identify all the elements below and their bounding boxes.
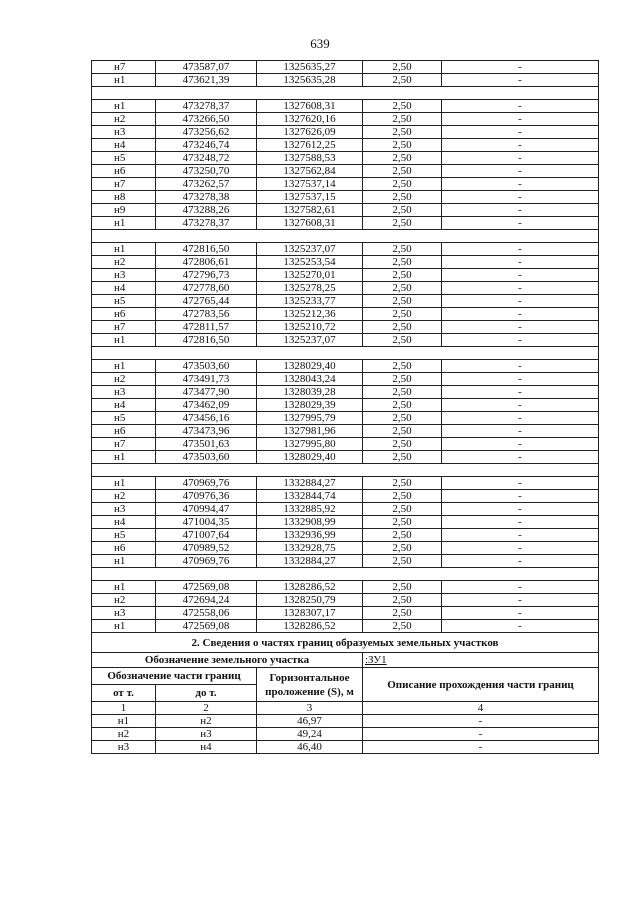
plot-label: Обозначение земельного участка [92, 653, 363, 668]
point-label: н4 [92, 139, 156, 152]
section-title: 2. Сведения о частях границ образуемых земельных участков [92, 633, 599, 653]
coordinate-row [92, 282, 599, 295]
coordinate-row [92, 139, 599, 152]
coordinate-row [92, 126, 599, 139]
y-coordinate: 1327608,31 [257, 100, 363, 113]
coordinate-row [92, 243, 599, 256]
point-label: н3 [92, 126, 156, 139]
point-label: н3 [92, 503, 156, 516]
y-coordinate: 1325210,72 [257, 321, 363, 334]
description-value: - [442, 490, 599, 503]
precision-value: 2,50 [363, 542, 442, 555]
x-coordinate: 473473,96 [156, 425, 257, 438]
x-coordinate: 473266,50 [156, 113, 257, 126]
precision-value: 2,50 [363, 165, 442, 178]
y-coordinate: 1327537,15 [257, 191, 363, 204]
precision-value: 2,50 [363, 581, 442, 594]
coordinate-row [92, 607, 599, 620]
point-label: н4 [92, 399, 156, 412]
plot-row [92, 653, 599, 668]
description-value: - [442, 126, 599, 139]
description-value: - [442, 321, 599, 334]
description-value: - [442, 386, 599, 399]
column-number: 2 [156, 702, 257, 715]
distance-value: 46,40 [257, 741, 363, 754]
point-label: н7 [92, 321, 156, 334]
precision-value: 2,50 [363, 308, 442, 321]
part-row [92, 715, 599, 728]
y-coordinate: 1328286,52 [257, 620, 363, 633]
x-coordinate: 473456,16 [156, 412, 257, 425]
y-coordinate: 1327620,16 [257, 113, 363, 126]
coordinate-row [92, 191, 599, 204]
y-coordinate: 1327562,84 [257, 165, 363, 178]
description-value: - [442, 607, 599, 620]
spacer-cell [92, 464, 599, 477]
coordinate-row [92, 412, 599, 425]
description-value: - [442, 438, 599, 451]
precision-value: 2,50 [363, 477, 442, 490]
part-row [92, 741, 599, 754]
spacer-row [92, 464, 599, 477]
precision-value: 2,50 [363, 386, 442, 399]
spacer-row [92, 568, 599, 581]
x-coordinate: 472811,57 [156, 321, 257, 334]
from-point: н3 [92, 741, 156, 754]
point-label: н3 [92, 386, 156, 399]
description-value: - [442, 503, 599, 516]
part-row [92, 728, 599, 741]
column-number: 3 [257, 702, 363, 715]
x-coordinate: 473248,72 [156, 152, 257, 165]
coordinate-row [92, 165, 599, 178]
description-value: - [442, 555, 599, 568]
distance-value: 49,24 [257, 728, 363, 741]
x-coordinate: 473462,09 [156, 399, 257, 412]
coordinate-row [92, 425, 599, 438]
y-coordinate: 1332908,99 [257, 516, 363, 529]
precision-value: 2,50 [363, 243, 442, 256]
point-label: н6 [92, 542, 156, 555]
x-coordinate: 471007,64 [156, 529, 257, 542]
precision-value: 2,50 [363, 529, 442, 542]
precision-value: 2,50 [363, 217, 442, 230]
y-coordinate: 1328029,39 [257, 399, 363, 412]
part-description: - [363, 741, 599, 754]
y-coordinate: 1325233,77 [257, 295, 363, 308]
coordinate-row [92, 438, 599, 451]
y-coordinate: 1327582,61 [257, 204, 363, 217]
x-coordinate: 473503,60 [156, 360, 257, 373]
description-value: - [442, 308, 599, 321]
y-coordinate: 1328039,28 [257, 386, 363, 399]
y-coordinate: 1327995,80 [257, 438, 363, 451]
y-coordinate: 1325212,36 [257, 308, 363, 321]
precision-value: 2,50 [363, 451, 442, 464]
point-label: н3 [92, 269, 156, 282]
coordinate-row [92, 477, 599, 490]
y-coordinate: 1328250,79 [257, 594, 363, 607]
point-label: н7 [92, 178, 156, 191]
x-coordinate: 473501,63 [156, 438, 257, 451]
coordinate-row [92, 516, 599, 529]
coordinate-row [92, 555, 599, 568]
coordinate-row [92, 594, 599, 607]
x-coordinate: 471004,35 [156, 516, 257, 529]
coordinates-table [91, 60, 599, 754]
x-coordinate: 473503,60 [156, 451, 257, 464]
point-label: н5 [92, 412, 156, 425]
precision-value: 2,50 [363, 438, 442, 451]
description-value: - [442, 61, 599, 74]
spacer-cell [92, 347, 599, 360]
x-coordinate: 470969,76 [156, 477, 257, 490]
x-coordinate: 472569,08 [156, 581, 257, 594]
point-label: н1 [92, 555, 156, 568]
description-value: - [442, 256, 599, 269]
x-coordinate: 472765,44 [156, 295, 257, 308]
point-label: н1 [92, 477, 156, 490]
description-value: - [442, 100, 599, 113]
y-coordinate: 1327612,25 [257, 139, 363, 152]
x-coordinate: 473256,62 [156, 126, 257, 139]
precision-value: 2,50 [363, 152, 442, 165]
description-value: - [442, 334, 599, 347]
x-coordinate: 470969,76 [156, 555, 257, 568]
description-value: - [442, 217, 599, 230]
coordinate-row [92, 100, 599, 113]
spacer-row [92, 87, 599, 100]
point-label: н1 [92, 100, 156, 113]
y-coordinate: 1328043,24 [257, 373, 363, 386]
y-coordinate: 1325635,27 [257, 61, 363, 74]
coordinate-row [92, 451, 599, 464]
coordinate-row [92, 542, 599, 555]
coordinate-row [92, 152, 599, 165]
point-label: н4 [92, 282, 156, 295]
to-label: до т. [156, 685, 257, 702]
precision-value: 2,50 [363, 360, 442, 373]
description-value: - [442, 74, 599, 87]
precision-value: 2,50 [363, 594, 442, 607]
precision-value: 2,50 [363, 139, 442, 152]
part-description: - [363, 715, 599, 728]
spacer-row [92, 347, 599, 360]
precision-value: 2,50 [363, 256, 442, 269]
from-label: от т. [92, 685, 156, 702]
y-coordinate: 1327588,53 [257, 152, 363, 165]
coordinate-row [92, 256, 599, 269]
precision-value: 2,50 [363, 295, 442, 308]
point-label: н2 [92, 113, 156, 126]
precision-value: 2,50 [363, 113, 442, 126]
x-coordinate: 472806,61 [156, 256, 257, 269]
y-coordinate: 1328307,17 [257, 607, 363, 620]
column-number-row [92, 702, 599, 715]
x-coordinate: 472816,50 [156, 334, 257, 347]
precision-value: 2,50 [363, 503, 442, 516]
spacer-cell [92, 568, 599, 581]
coordinate-row [92, 295, 599, 308]
description-value: - [442, 269, 599, 282]
precision-value: 2,50 [363, 555, 442, 568]
to-point: н4 [156, 741, 257, 754]
x-coordinate: 472569,08 [156, 620, 257, 633]
precision-value: 2,50 [363, 61, 442, 74]
y-coordinate: 1327608,31 [257, 217, 363, 230]
coordinate-row [92, 113, 599, 126]
point-label: н1 [92, 243, 156, 256]
y-coordinate: 1332936,99 [257, 529, 363, 542]
plot-value: :ЗУ1 [363, 653, 599, 668]
from-point: н2 [92, 728, 156, 741]
precision-value: 2,50 [363, 425, 442, 438]
y-coordinate: 1332844,74 [257, 490, 363, 503]
point-label: н1 [92, 451, 156, 464]
description-value: - [442, 581, 599, 594]
coordinate-row [92, 360, 599, 373]
y-coordinate: 1327995,79 [257, 412, 363, 425]
x-coordinate: 473250,70 [156, 165, 257, 178]
coordinate-row [92, 620, 599, 633]
point-label: н2 [92, 594, 156, 607]
y-coordinate: 1325253,54 [257, 256, 363, 269]
description-value: - [442, 373, 599, 386]
spacer-cell [92, 87, 599, 100]
column-number: 1 [92, 702, 156, 715]
coordinate-row [92, 321, 599, 334]
precision-value: 2,50 [363, 178, 442, 191]
spacer-row [92, 230, 599, 243]
coordinate-row [92, 204, 599, 217]
coordinate-row [92, 529, 599, 542]
point-label: н5 [92, 152, 156, 165]
spacer-cell [92, 230, 599, 243]
description-value: - [442, 204, 599, 217]
section-title-row [92, 633, 599, 653]
point-label: н1 [92, 581, 156, 594]
parts-label: Обозначение части границ [92, 668, 257, 685]
precision-value: 2,50 [363, 620, 442, 633]
description-value: - [442, 399, 599, 412]
x-coordinate: 472558,06 [156, 607, 257, 620]
description-value: - [442, 529, 599, 542]
description-label: Описание прохождения части границ [363, 668, 599, 702]
point-label: н3 [92, 607, 156, 620]
description-value: - [442, 191, 599, 204]
x-coordinate: 473587,07 [156, 61, 257, 74]
coordinate-row [92, 581, 599, 594]
description-value: - [442, 412, 599, 425]
x-coordinate: 473477,90 [156, 386, 257, 399]
y-coordinate: 1328286,52 [257, 581, 363, 594]
point-label: н1 [92, 217, 156, 230]
coordinate-row [92, 386, 599, 399]
x-coordinate: 473491,73 [156, 373, 257, 386]
y-coordinate: 1325270,01 [257, 269, 363, 282]
precision-value: 2,50 [363, 191, 442, 204]
description-value: - [442, 620, 599, 633]
coordinate-row [92, 334, 599, 347]
precision-value: 2,50 [363, 412, 442, 425]
precision-value: 2,50 [363, 282, 442, 295]
point-label: н6 [92, 308, 156, 321]
description-value: - [442, 282, 599, 295]
x-coordinate: 472796,73 [156, 269, 257, 282]
x-coordinate: 473288,26 [156, 204, 257, 217]
y-coordinate: 1325635,28 [257, 74, 363, 87]
x-coordinate: 472816,50 [156, 243, 257, 256]
coordinate-row [92, 373, 599, 386]
precision-value: 2,50 [363, 399, 442, 412]
description-value: - [442, 243, 599, 256]
y-coordinate: 1327537,14 [257, 178, 363, 191]
precision-value: 2,50 [363, 321, 442, 334]
description-value: - [442, 425, 599, 438]
x-coordinate: 470976,36 [156, 490, 257, 503]
y-coordinate: 1332885,92 [257, 503, 363, 516]
y-coordinate: 1325237,07 [257, 243, 363, 256]
x-coordinate: 472694,24 [156, 594, 257, 607]
coordinate-row [92, 74, 599, 87]
description-value: - [442, 165, 599, 178]
x-coordinate: 473262,57 [156, 178, 257, 191]
description-value: - [442, 542, 599, 555]
precision-value: 2,50 [363, 74, 442, 87]
description-value: - [442, 477, 599, 490]
description-value: - [442, 451, 599, 464]
from-point: н1 [92, 715, 156, 728]
point-label: н6 [92, 425, 156, 438]
description-value: - [442, 113, 599, 126]
x-coordinate: 473621,39 [156, 74, 257, 87]
description-value: - [442, 178, 599, 191]
x-coordinate: 473278,37 [156, 100, 257, 113]
description-value: - [442, 516, 599, 529]
point-label: н7 [92, 61, 156, 74]
point-label: н7 [92, 438, 156, 451]
point-label: н2 [92, 373, 156, 386]
y-coordinate: 1327626,09 [257, 126, 363, 139]
x-coordinate: 472778,60 [156, 282, 257, 295]
y-coordinate: 1332884,27 [257, 555, 363, 568]
y-coordinate: 1327981,96 [257, 425, 363, 438]
point-label: н1 [92, 74, 156, 87]
precision-value: 2,50 [363, 373, 442, 386]
y-coordinate: 1325237,07 [257, 334, 363, 347]
to-point: н2 [156, 715, 257, 728]
point-label: н1 [92, 334, 156, 347]
header-row [92, 668, 599, 685]
coordinate-row [92, 503, 599, 516]
x-coordinate: 472783,56 [156, 308, 257, 321]
y-coordinate: 1328029,40 [257, 360, 363, 373]
point-label: н1 [92, 360, 156, 373]
description-value: - [442, 360, 599, 373]
distance-label: Горизонтальное проложение (S), м [257, 668, 363, 702]
point-label: н4 [92, 516, 156, 529]
coordinate-row [92, 269, 599, 282]
precision-value: 2,50 [363, 204, 442, 217]
to-point: н3 [156, 728, 257, 741]
coordinate-row [92, 490, 599, 503]
point-label: н5 [92, 529, 156, 542]
description-value: - [442, 152, 599, 165]
precision-value: 2,50 [363, 607, 442, 620]
y-coordinate: 1332884,27 [257, 477, 363, 490]
precision-value: 2,50 [363, 100, 442, 113]
x-coordinate: 470994,47 [156, 503, 257, 516]
point-label: н5 [92, 295, 156, 308]
description-value: - [442, 139, 599, 152]
y-coordinate: 1332928,75 [257, 542, 363, 555]
precision-value: 2,50 [363, 490, 442, 503]
part-description: - [363, 728, 599, 741]
x-coordinate: 470989,52 [156, 542, 257, 555]
precision-value: 2,50 [363, 126, 442, 139]
description-value: - [442, 594, 599, 607]
column-number: 4 [363, 702, 599, 715]
distance-value: 46,97 [257, 715, 363, 728]
page-number: 639 [310, 36, 330, 51]
x-coordinate: 473278,38 [156, 191, 257, 204]
x-coordinate: 473246,74 [156, 139, 257, 152]
point-label: н9 [92, 204, 156, 217]
point-label: н2 [92, 490, 156, 503]
point-label: н1 [92, 620, 156, 633]
y-coordinate: 1328029,40 [257, 451, 363, 464]
coordinate-row [92, 178, 599, 191]
coordinate-row [92, 61, 599, 74]
coordinate-row [92, 399, 599, 412]
y-coordinate: 1325278,25 [257, 282, 363, 295]
precision-value: 2,50 [363, 516, 442, 529]
point-label: н8 [92, 191, 156, 204]
point-label: н2 [92, 256, 156, 269]
x-coordinate: 473278,37 [156, 217, 257, 230]
precision-value: 2,50 [363, 334, 442, 347]
precision-value: 2,50 [363, 269, 442, 282]
description-value: - [442, 295, 599, 308]
coordinate-row [92, 217, 599, 230]
point-label: н6 [92, 165, 156, 178]
coordinate-row [92, 308, 599, 321]
